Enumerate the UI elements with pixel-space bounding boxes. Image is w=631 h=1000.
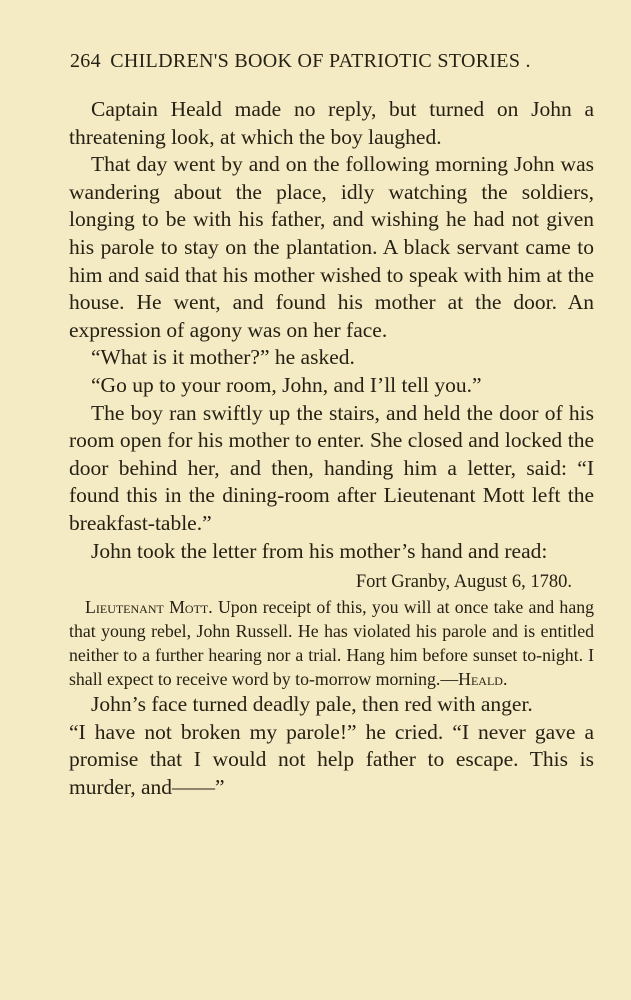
paragraph: “What is it mother?” he asked. — [91, 345, 355, 370]
letter-dateline: Fort Granby, August 6, 1780. — [355, 572, 572, 593]
paragraph: “I have not broken my parole!” he cried. “I never gave a promise that I would not help father to escape. This is murder, and——” — [69, 719, 594, 799]
paragraph: That day went by and on the following morning John was wandering about the place, idly watching the soldiers, longing to be with his father, and wishing he had not given his parole to stay on the plantation. A black servant came to him and said that his mother wished to speak with him at the house. He went, and found his mother at the door. An expression of agony was on her face. — [69, 152, 594, 342]
running-header — [70, 50, 570, 73]
letter-signature: Heald. — [458, 669, 508, 690]
letter-body: Upon receipt of this, you will at once take and hang that young rebel, John Russell. He has violated his parole and is entitled neither to a further hearing nor a trial. Hang him before sunset to-night. I shall expect to receive word by to-morrow morning.— — [69, 597, 594, 690]
paragraph: John’s face turned deadly pale, then red with anger. — [91, 692, 533, 717]
paragraph: “Go up to your room, John, and I’ll tell you.” — [91, 372, 482, 397]
running-title: CHILDREN'S BOOK OF PATRIOTIC STORIES . — [110, 50, 531, 72]
quoted-letter — [69, 569, 594, 691]
page-number: 264 — [70, 50, 101, 72]
paragraph: The boy ran swiftly up the stairs, and held the door of his room open for his mother to enter. She closed and locked the door behind her, and then, handing him a letter, said: “I found this in the dining-room after Lieutenant Mott left the breakfast-table.” — [69, 400, 594, 535]
letter-salutation: Lieutenant Mott. — [85, 597, 213, 618]
letter-text — [69, 595, 594, 691]
page-body — [69, 96, 594, 801]
paragraph: Captain Heald made no reply, but turned on John a threatening look, at which the boy laughed. — [69, 97, 594, 149]
paragraph: John took the letter from his mother’s hand and read: — [91, 538, 548, 563]
